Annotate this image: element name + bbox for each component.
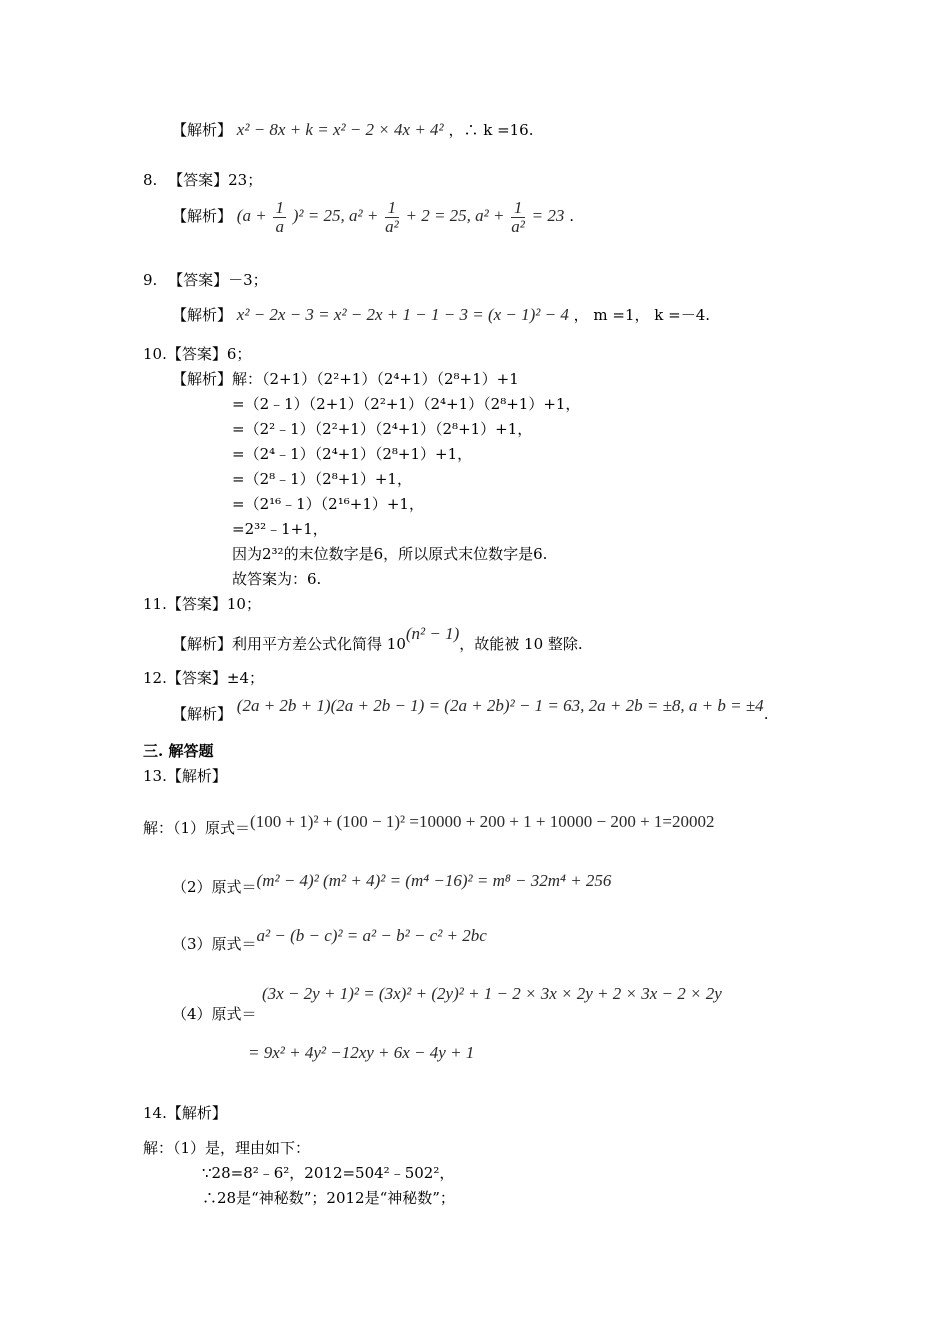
section-heading: 三. 解答题 — [143, 742, 214, 760]
item10-explanation-tag — [172, 369, 232, 389]
conclusion-text: ， m =1， k =－4. — [573, 306, 711, 324]
explanation-tag: 【解析】 — [172, 121, 233, 139]
item14-header — [143, 1103, 227, 1123]
answer-tag: 【答案】 — [166, 345, 227, 363]
conclusion-text: ，故能被 10 整除. — [459, 635, 583, 653]
item-number: 14. — [143, 1104, 167, 1122]
item12-explanation — [172, 696, 769, 724]
item-number: 11. — [143, 595, 167, 613]
part-label: （3）原式＝ — [172, 935, 257, 953]
explanation-tag: 【解析】 — [172, 207, 233, 225]
item13-part3 — [172, 926, 487, 954]
period: . — [569, 207, 574, 225]
math-expression: x² − 2x − 3 = x² − 2x + 1 − 1 − 3 = (x − 1)² − 4 — [236, 305, 569, 324]
item11-explanation — [172, 624, 583, 654]
math-expression: (100 + 1)² + (100 − 1)² =10000 + 200 + 1 + 10000 − 200 + 1=20002 — [250, 812, 715, 831]
item7-explanation — [172, 120, 534, 140]
item10-answer — [143, 344, 251, 364]
item10-step: 解：（2+1）（2²+1）（2⁴+1）（2⁸+1）+1 — [232, 370, 519, 388]
fraction: $\frac{1}{\text{a²}}$ — [385, 197, 399, 236]
math-expression: (2a + 2b + 1)(2a + 2b − 1) = (2a + 2b)² − 1 = 63, 2a + 2b = ±8, a + b = ±4 — [236, 696, 764, 715]
item10-step: =（2⁸﹣1）（2⁸+1）+1， — [232, 470, 412, 488]
answer-value: 6； — [226, 345, 252, 363]
explanation-text: 利用平方差公式化简得 10 — [232, 635, 406, 653]
item13-part4-label: （4）原式＝ — [172, 1005, 257, 1023]
answer-value: ±4； — [226, 669, 264, 687]
item14-line: 解：（1）是，理由如下： — [143, 1139, 311, 1157]
part-label: 解：（1）原式＝ — [143, 819, 251, 837]
item-number: 9. — [143, 271, 158, 289]
item10-step: =（2²﹣1）（2²+1）（2⁴+1）（2⁸+1）+1， — [232, 420, 533, 438]
item10-step: =（2﹣1）（2+1）（2²+1）（2⁴+1）（2⁸+1）+1， — [232, 395, 581, 413]
answer-value: －3； — [228, 271, 268, 289]
item-number: 12. — [143, 669, 167, 687]
explanation-tag: 【解析】 — [172, 370, 233, 388]
math-expression: (n² − 1) — [405, 624, 460, 643]
explanation-tag: 【解析】 — [166, 767, 227, 785]
fraction: $\frac{1}{\text{a²}}$ — [511, 197, 525, 236]
item12-answer — [143, 668, 264, 688]
explanation-tag: 【解析】 — [172, 306, 233, 324]
item10-step: =（2¹⁶﹣1）（2¹⁶+1）+1， — [232, 495, 424, 513]
answer-tag: 【答案】 — [166, 595, 227, 613]
math-expression: + 2 = 25, a² + — [405, 206, 505, 225]
item10-step: 因为2³²的末位数字是6，所以原式末位数字是6. — [232, 545, 548, 563]
item13-part1 — [143, 812, 715, 838]
answer-tag: 【答案】 — [168, 171, 229, 189]
item11-answer — [143, 594, 261, 614]
item9-answer — [143, 270, 268, 290]
math-expression: (a + — [236, 206, 267, 225]
part-label: （2）原式＝ — [172, 878, 257, 896]
math-expression: a² − (b − c)² = a² − b² − c² + 2bc — [256, 926, 487, 945]
math-expression: (m² − 4)² (m² + 4)² = (m⁴ −16)² = m⁸ − 32m⁴ + 256 — [256, 871, 612, 890]
explanation-tag: 【解析】 — [172, 635, 233, 653]
item10-step: 故答案为：6. — [232, 570, 322, 588]
item10-step: =（2⁴﹣1）（2⁴+1）（2⁸+1）+1， — [232, 445, 473, 463]
item10-step: =2³²﹣1+1， — [232, 520, 328, 538]
item13-header — [143, 766, 227, 786]
item-number: 8. — [143, 171, 158, 189]
item14-line: ∵28=8²﹣6²，2012=504²﹣502²， — [202, 1164, 455, 1182]
item8-explanation — [172, 196, 574, 236]
item-number: 10. — [143, 345, 167, 363]
item13-part4-line2: = 9x² + 4y² −12xy + 6x − 4y + 1 — [248, 1043, 475, 1062]
math-expression: = 23 — [531, 206, 565, 225]
answer-value: 23； — [228, 171, 263, 189]
period: . — [763, 705, 769, 723]
answer-value: 10； — [226, 595, 261, 613]
item8-answer — [143, 170, 262, 190]
item-number: 13. — [143, 767, 167, 785]
math-expression: x² − 8x + k = x² − 2 × 4x + 4² — [236, 120, 444, 139]
explanation-tag: 【解析】 — [172, 705, 233, 723]
fraction: $\frac{1}{a}$ — [275, 197, 284, 236]
conclusion-text: ，∴ k =16. — [448, 121, 534, 139]
item13-part2 — [172, 871, 612, 897]
item14-line: ∴28是“神秘数”；2012是“神秘数”； — [202, 1189, 455, 1207]
item13-part4-line1: (3x − 2y + 1)² = (3x)² + (2y)² + 1 − 2 × 3x × 2y + 2 × 3x − 2 × 2y — [262, 984, 722, 1003]
explanation-tag: 【解析】 — [166, 1104, 227, 1122]
item9-explanation — [172, 305, 710, 325]
answer-tag: 【答案】 — [166, 669, 227, 687]
answer-tag: 【答案】 — [168, 271, 229, 289]
math-expression: )² = 25, a² + — [292, 206, 379, 225]
